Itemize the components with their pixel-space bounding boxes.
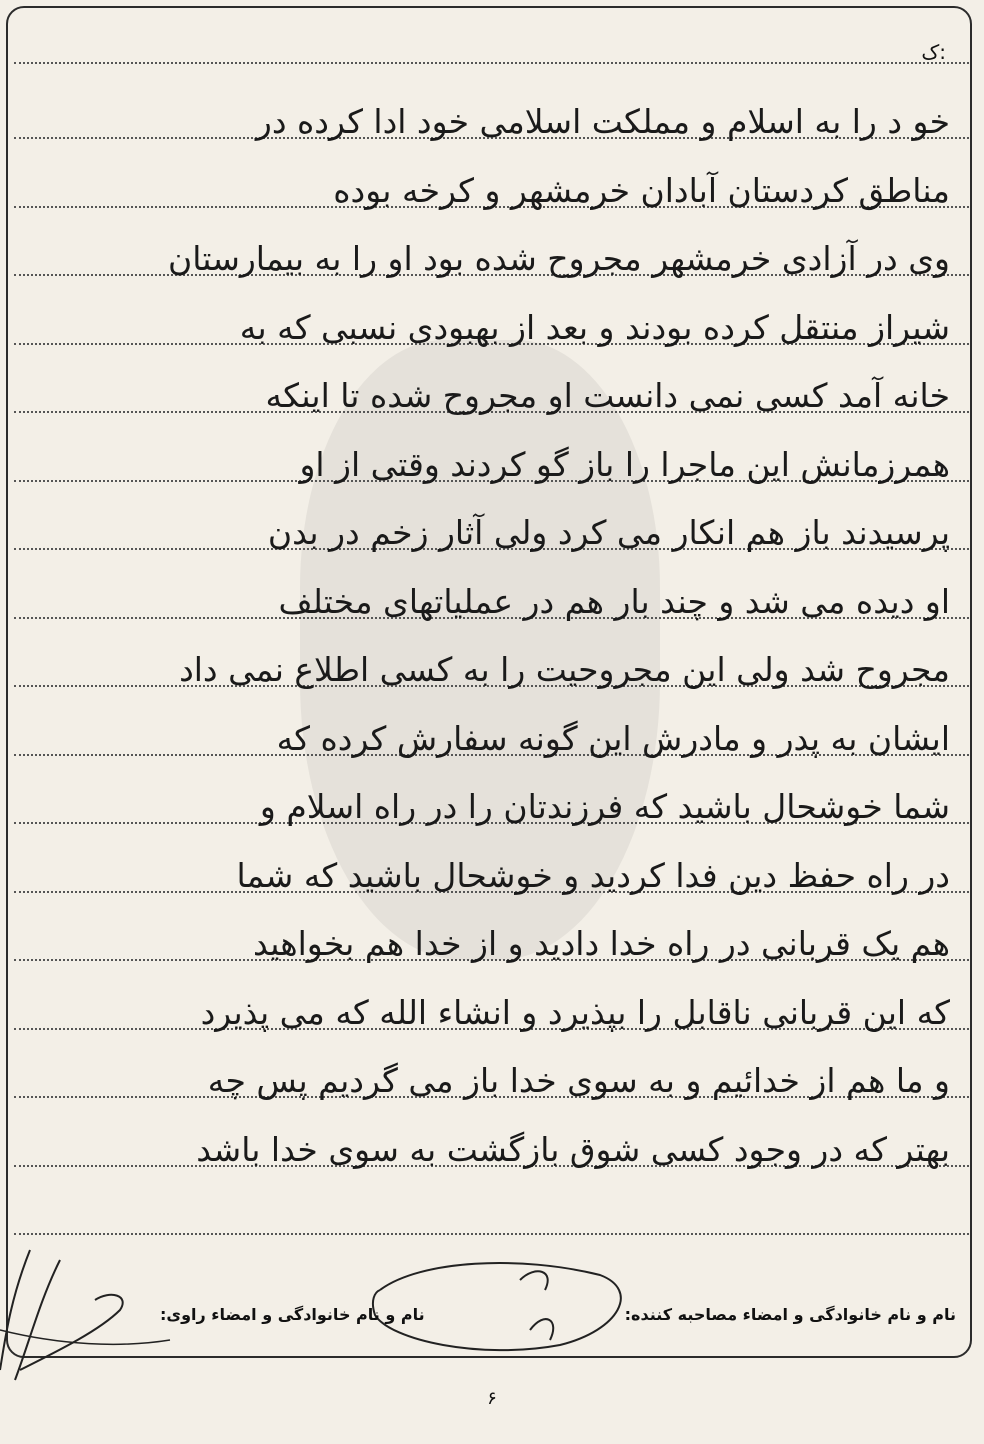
- handwritten-line: پرسیدند باز هم انکار می کرد ولی آثار زخم در بدن: [267, 513, 950, 552]
- handwritten-line: شیراز منتقل کرده بودند و بعد از بهبودی نسبی که به: [239, 308, 950, 347]
- handwritten-line: همرزمانش این ماجرا را باز گو کردند وقتی از او: [299, 445, 950, 484]
- corner-mark: ک:: [921, 40, 946, 64]
- handwritten-line: او دیده می شد و چند بار هم در عملیاتهای مختلف: [278, 582, 950, 621]
- handwritten-line: خو د را به اسلام و مملکت اسلامی خود ادا کرده در: [255, 102, 950, 141]
- handwritten-line: ایشان به پدر و مادرش این گونه سفارش کرده که: [276, 719, 950, 758]
- handwritten-line: مناطق کردستان آبادان خرمشهر و کرخه بوده: [333, 171, 950, 210]
- handwritten-line: وی در آزادی خرمشهر مجروح شده بود او را به بیمارستان: [167, 239, 950, 278]
- handwritten-line: شما خوشحال باشید که فرزندتان را در راه اسلام و: [259, 787, 950, 826]
- page-number: ۶: [487, 1388, 497, 1409]
- handwritten-line: بهتر که در وجود کسی شوق بازگشت به سوی خدا باشد: [196, 1130, 950, 1169]
- handwritten-line: که این قربانی ناقابل را بپذیرد و انشاء الله که می پذیرد: [200, 993, 950, 1032]
- handwritten-line: در راه حفظ دین فدا کردید و خوشحال باشید که شما: [236, 856, 950, 895]
- handwritten-line: هم یک قربانی در راه خدا دادید و از خدا هم بخواهید: [252, 924, 950, 963]
- handwritten-line: خانه آمد کسی نمی دانست او مجروح شده تا اینکه: [265, 376, 950, 415]
- handwritten-line: و ما هم از خدائیم و به سوی خدا باز می گردیم پس چه: [207, 1061, 950, 1100]
- narrator-label: نام و نام خانوادگی و امضاء راوی:: [160, 1305, 425, 1324]
- footer: [0, 1305, 984, 1335]
- interviewer-label: نام و نام خانوادگی و امضاء مصاحبه کننده:: [624, 1305, 956, 1324]
- handwritten-line: مجروح شد ولی این مجروحیت را به کسی اطلاع نمی داد: [179, 650, 950, 689]
